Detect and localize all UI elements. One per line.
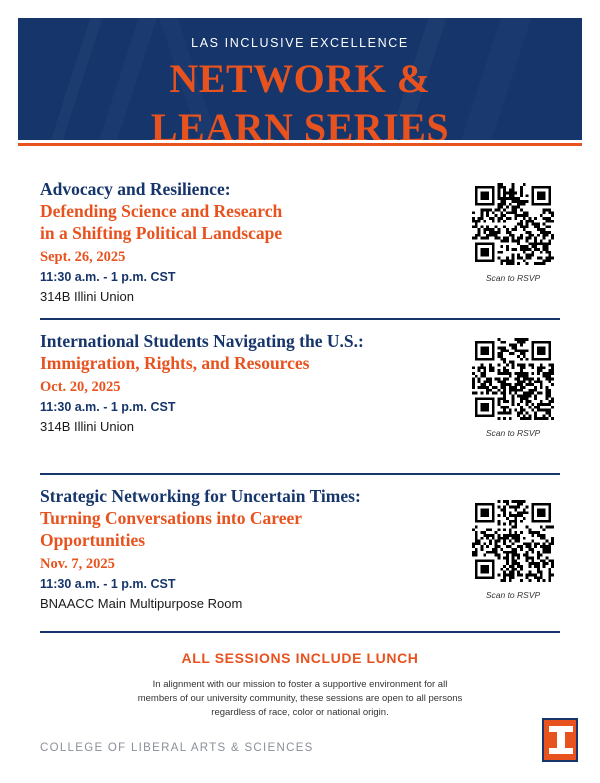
banner-eyebrow: LAS INCLUSIVE EXCELLENCE [191, 36, 409, 50]
logo-bar-middle [557, 732, 565, 748]
session-title-secondary-line2: in a Shifting Political Landscape [40, 223, 283, 243]
section-divider [40, 473, 560, 475]
session-time: 11:30 a.m. - 1 p.m. CST [40, 400, 176, 414]
lunch-note: ALL SESSIONS INCLUDE LUNCH [181, 650, 419, 666]
mission-line-2: members of our university community, these sessions are open to all persons [137, 693, 463, 704]
qr-code-icon[interactable] [472, 500, 554, 582]
banner-title-line1: NETWORK & [169, 56, 431, 101]
university-block-i-logo [542, 718, 578, 762]
session-title-secondary-line1: Immigration, Rights, and Resources [40, 353, 310, 373]
header-banner [18, 18, 582, 140]
session-title-primary: Advocacy and Resilience: [40, 179, 231, 199]
session-time: 11:30 a.m. - 1 p.m. CST [40, 577, 176, 591]
session-details [40, 330, 460, 436]
session-location: 314B Illini Union [40, 289, 134, 304]
banner-title-line2: LEARN SERIES [150, 105, 450, 140]
qr-code-icon[interactable] [472, 338, 554, 420]
footer-divider [40, 631, 560, 633]
session-title-secondary-line1: Defending Science and Research [40, 201, 283, 221]
session-date: Nov. 7, 2025 [40, 556, 115, 572]
mission-line-1: In alignment with our mission to foster a supportive environment for all [152, 679, 448, 690]
qr-code-block[interactable] [468, 500, 558, 600]
college-name: COLLEGE OF LIBERAL ARTS & SCIENCES [40, 742, 314, 754]
session-location: BNAACC Main Multipurpose Room [40, 596, 243, 611]
qr-code-icon[interactable] [472, 183, 554, 265]
qr-caption: Scan to RSVP [485, 428, 541, 438]
session-date: Sept. 26, 2025 [40, 249, 126, 265]
banner-accent-rule [18, 143, 582, 146]
session-title-secondary-line1: Turning Conversations into Career [40, 508, 303, 528]
qr-caption: Scan to RSVP [485, 590, 541, 600]
session-details [40, 485, 430, 613]
logo-bar-bottom [549, 748, 573, 754]
session-time: 11:30 a.m. - 1 p.m. CST [40, 270, 176, 284]
mission-statement [110, 678, 490, 720]
session-title-primary: International Students Navigating the U.S.: [40, 331, 364, 351]
qr-caption: Scan to RSVP [485, 273, 541, 283]
session-location: 314B Illini Union [40, 419, 134, 434]
qr-code-block[interactable] [468, 338, 558, 438]
session-date: Oct. 20, 2025 [40, 379, 121, 395]
qr-code-block[interactable] [468, 183, 558, 283]
mission-line-3: regardless of race, color or national origin. [211, 707, 389, 718]
session-title-secondary-line2: Opportunities [40, 530, 146, 550]
session-details [40, 178, 430, 306]
session-title-primary: Strategic Networking for Uncertain Times: [40, 486, 361, 506]
section-divider [40, 318, 560, 320]
